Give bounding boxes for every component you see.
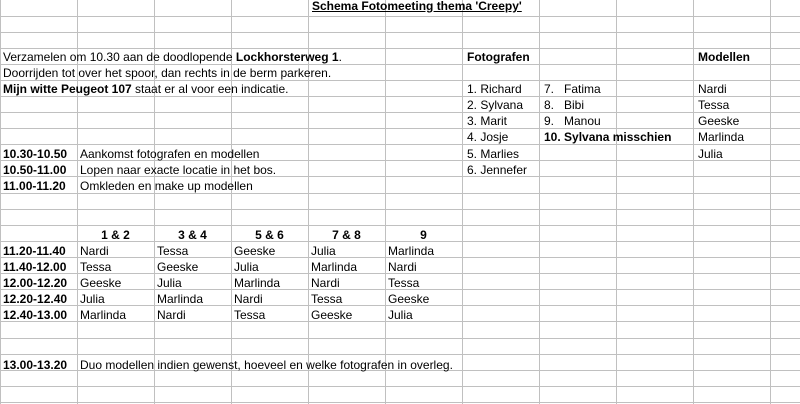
car-description: Mijn witte Peugeot 107: [3, 82, 132, 96]
schedule-cell: Nardi: [157, 308, 186, 322]
schedule-cell: Nardi: [234, 292, 263, 306]
meeting-location: Lockhorsterweg 1: [235, 50, 339, 64]
schedule-cell: Nardi: [80, 244, 109, 258]
intro-line-3-suffix: staat er al voor een indicatie.: [131, 82, 289, 96]
photographer-item: 8. Bibi: [544, 98, 585, 112]
model-item: Marlinda: [698, 130, 745, 144]
schedule-cell: Tessa: [388, 276, 420, 290]
closing-text: Duo modellen indien gewenst, hoeveel en welke fotografen in overleg.: [80, 358, 453, 372]
program-text: Lopen naar exacte locatie in het bos.: [80, 163, 277, 177]
intro-line-1-prefix: Verzamelen om 10.30 aan de doodlopende: [3, 50, 236, 64]
schedule-cell: Marlinda: [234, 276, 281, 290]
schedule-cell: Tessa: [311, 292, 343, 306]
schedule-cell: Tessa: [80, 260, 112, 274]
schedule-time: 11.40-12.00: [3, 260, 67, 274]
program-time: 10.30-10.50: [3, 147, 68, 161]
models-header: Modellen: [698, 50, 751, 64]
model-item: Nardi: [698, 82, 727, 96]
photographer-item: 1. Richard: [467, 82, 522, 96]
intro-line-1-suffix: .: [338, 50, 342, 64]
schedule-cell: Nardi: [311, 276, 340, 290]
intro-line-1: [3, 49, 342, 65]
photographer-item: 3. Marit: [467, 114, 508, 128]
schedule-time: 12.00-12.20: [3, 276, 68, 290]
photographer-item: 7. Fatima: [544, 82, 601, 96]
schedule-time: 12.20-12.40: [3, 292, 68, 306]
schedule-cell: Julia: [80, 292, 105, 306]
schedule-header: 3 & 4: [178, 228, 207, 242]
photographer-item: 4. Josje: [467, 130, 509, 144]
intro-line-2: Doorrijden tot over het spoor, dan rechts in de berm parkeren.: [3, 66, 332, 80]
schedule-cell: Tessa: [234, 308, 266, 322]
photographer-item-tentative: 10. Sylvana misschien: [544, 130, 672, 144]
photographer-item: 5. Marlies: [467, 147, 520, 161]
program-time: 10.50-11.00: [3, 163, 67, 177]
schedule-cell: Marlinda: [80, 308, 127, 322]
schedule-cell: Geeske: [311, 308, 353, 322]
schedule-cell: Tessa: [157, 244, 189, 258]
photographers-header: Fotografen: [467, 50, 530, 64]
photographer-item: 6. Jennefer: [467, 163, 528, 177]
schedule-cell: Marlinda: [157, 292, 204, 306]
intro-line-3: [3, 81, 288, 97]
schedule-time: 11.20-11.40: [3, 244, 66, 258]
photographer-item: 9. Manou: [544, 114, 601, 128]
schedule-header: 5 & 6: [255, 228, 284, 242]
schedule-cell: Geeske: [388, 292, 430, 306]
schedule-cell: Julia: [157, 276, 182, 290]
schedule-cell: Geeske: [234, 244, 276, 258]
model-item: Julia: [698, 147, 723, 161]
schedule-header: 7 & 8: [332, 228, 361, 242]
schedule-cell: Julia: [388, 308, 413, 322]
model-item: Geeske: [698, 114, 740, 128]
closing-time: 13.00-13.20: [3, 358, 68, 372]
program-text: Omkleden en make up modellen: [80, 179, 253, 193]
schedule-cell: Julia: [311, 244, 336, 258]
model-item: Tessa: [698, 98, 730, 112]
schedule-cell: Geeske: [157, 260, 199, 274]
program-text: Aankomst fotografen en modellen: [80, 147, 260, 161]
schedule-cell: Julia: [234, 260, 259, 274]
schedule-cell: Marlinda: [311, 260, 358, 274]
schedule-header: 9: [420, 228, 427, 242]
schedule-time: 12.40-13.00: [3, 308, 68, 322]
program-time: 11.00-11.20: [3, 179, 66, 193]
photographer-item: 2. Sylvana: [467, 98, 524, 112]
schedule-cell: Marlinda: [388, 244, 435, 258]
schedule-header: 1 & 2: [101, 228, 130, 242]
sheet-title: Schema Fotomeeting thema 'Creepy': [312, 0, 522, 13]
schedule-cell: Geeske: [80, 276, 122, 290]
schedule-cell: Nardi: [388, 260, 417, 274]
